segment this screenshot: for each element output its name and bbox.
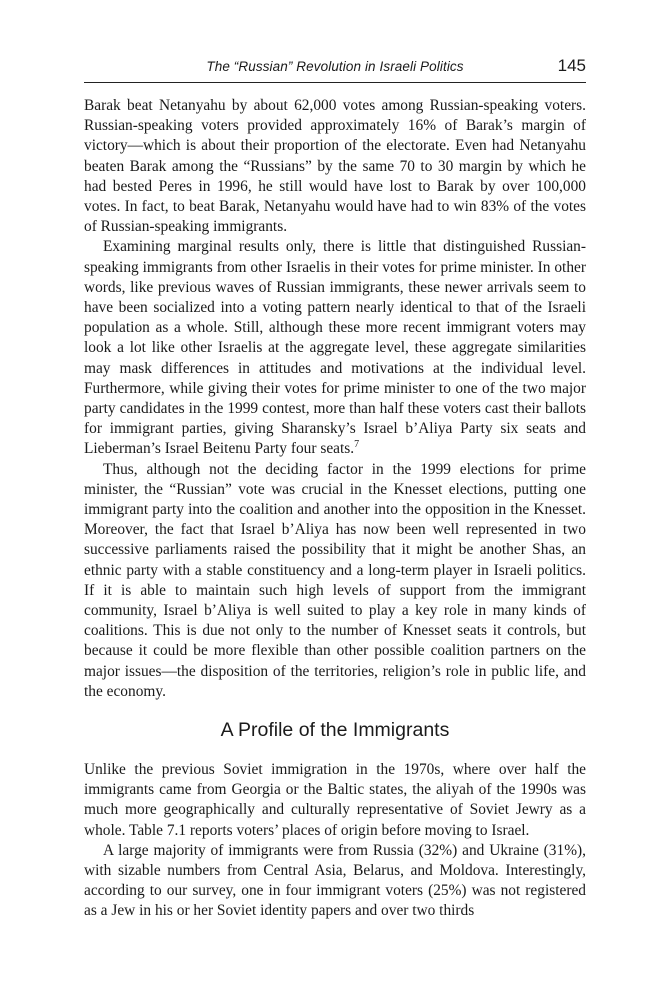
paragraph: Unlike the previous Soviet immigration in the 1970s, where over half the immigrants came from Georgia or the Baltic states, the aliyah of the 1990s was much more geographically and culturally representative of Soviet Jewry as a whole. Table 7.1 reports voters’ places of origin before moving to Israel. (84, 761, 586, 839)
paragraph-with-footnote (84, 237, 586, 459)
paragraph: Barak beat Netanyahu by about 62,000 votes among Russian-speaking voters. Russian-speaking voters provided approximately 16% of Barak’s margin of victory—which is about their proportion of the electorate. Even had Netanyahu beaten Barak among the “Russians” by the same 70 to 30 margin by which he had bested Peres in 1996, he still would have lost to Barak by over 100,000 votes. In fact, to beat Barak, Netanyahu would have had to win 83% of the votes of Russian-speaking immigrants. (84, 97, 586, 236)
footnote-reference: 7 (354, 439, 360, 451)
running-title: The “Russian” Revolution in Israeli Politics (206, 59, 464, 74)
main-text-block (84, 96, 586, 702)
paragraph: A large majority of immigrants were from Russia (32%) and Ukraine (31%), with sizable numbers from Central Asia, Belarus, and Moldova. Interestingly, according to our survey, one in four immigrant voters (25%) was not registered as a Jew in his or her Soviet identity papers and over two thirds (84, 841, 586, 920)
paragraph: Thus, although not the deciding factor in the 1999 elections for prime minister, the “Russian” vote was crucial in the Knesset elections, putting one immigrant party into the coalition and another into the opposition in the Knesset. Moreover, the fact that Israel b’Aliya has now been well represented in two successive parliaments raised the possibility that it might be another Shas, an ethnic party with a stable constituency and a long-term player in Israeli politics. If it is able to maintain such high levels of support from the immigrant community, Israel b’Aliya is well suited to play a key role in many kinds of coalitions. This is due not only to the number of Knesset seats it controls, but because it could be more flexible than other possible coalition partners on the major issues—the disposition of the territories, religion’s role in public life, and the economy. (84, 460, 586, 700)
running-header (84, 56, 586, 83)
section-heading: A Profile of the Immigrants (220, 719, 450, 741)
section-text-block (84, 760, 586, 922)
paragraph-text: Examining marginal results only, there is little that distinguished Russian-speaking immigrants from other Israelis in their votes for prime minister. In other words, like previous waves of Russian immigrants, these newer arrivals seem to have been socialized into a voting pattern nearly identical to that of the Israeli population as a whole. Still, although these more recent immigrant voters may look a lot like other Israelis at the aggregate level, these aggregate similarities may mask differences in attitudes and motivations at the individual level. Furthermore, while giving their votes for prime minister to one of the two major party candidates in the 1999 contest, more than half these voters cast their ballots for immigrant parties, giving Sharansky’s Israel b’Aliya Party six seats and Lieberman’s Israel Beitenu Party four seats. (84, 238, 586, 458)
page-number: 145 (557, 56, 586, 75)
